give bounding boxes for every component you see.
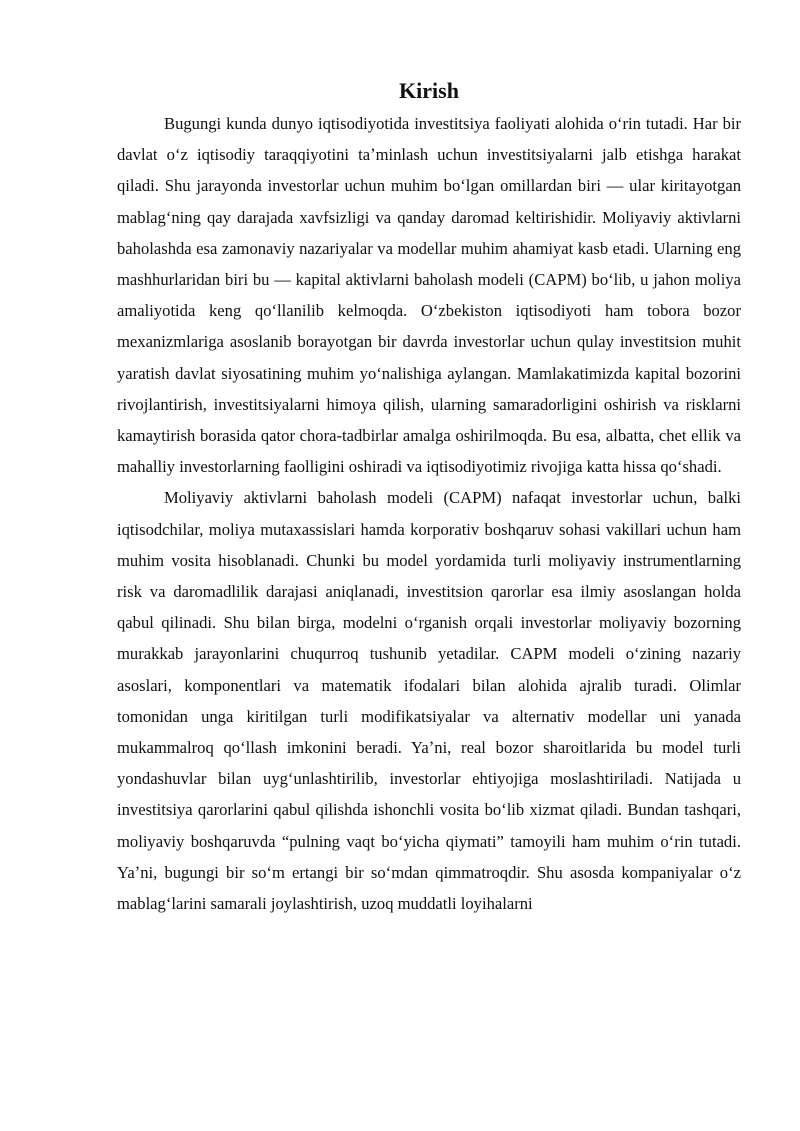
document-page [117, 76, 741, 919]
page-title: Kirish [399, 78, 459, 103]
paragraph-capm: Moliyaviy aktivlarni baholash modeli (CAPM) nafaqat investorlar uchun, balki iqtisodchilar, moliya mutaxassislari hamda korporativ boshqaruv sohasi vakillari uchun ham muhim vosita hisoblanadi. Chunki bu model yordamida turli moliyaviy instrumentlarning risk va daromadlilik darajasi aniqlanadi, investitsion qarorlar esa ilmiy asoslangan holda qabul qilinadi. Shu bilan birga, modelni oʻrganish orqali investorlar moliyaviy bozorning murakkab jarayonlarini chuqurroq tushunib yetadilar. CAPM modeli oʻzining nazariy asoslari, komponentlari va matematik ifodalari bilan alohida ajralib turadi. Olimlar tomonidan unga kiritilgan turli modifikatsiyalar va alternativ modellar uni yanada mukammalroq qoʻllash imkonini beradi. Yaʼni, real bozor sharoitlarida bu model turli yondashuvlar bilan uygʻunlashtirilib, investorlar ehtiyojiga moslashtiriladi. Natijada u investitsiya qarorlarini qabul qilishda ishonchli vosita boʻlib xizmat qiladi. Bundan tashqari, moliyaviy boshqaruvda “pulning vaqt boʻyicha qiymati” tamoyili ham muhim oʻrin tutadi. Yaʼni, bugungi bir soʻm ertangi bir soʻmdan qimmatroqdir. Shu asosda kompaniyalar oʻz mablagʻlarini samarali joylashtirish, uzoq muddatli loyihalarni [117, 488, 741, 914]
paragraph-intro: Bugungi kunda dunyo iqtisodiyotida investitsiya faoliyati alohida oʻrin tutadi. Har bir davlat oʻz iqtisodiy taraqqiyotini taʼminlash uchun investitsiyalarni jalb etishga harakat qiladi. Shu jarayonda investorlar uchun muhim boʻlgan omillardan biri — ular kiritayotgan mablagʻning qay darajada xavfsizligi va qanday daromad keltirishidir. Moliyaviy aktivlarni baholashda esa zamonaviy nazariyalar va modellar muhim ahamiyat kasb etadi. Ularning eng mashhurlaridan biri bu — kapital aktivlarni baholash modeli (CAPM) boʻlib, u jahon moliya amaliyotida keng qoʻllanilib kelmoqda. Oʻzbekiston iqtisodiyoti ham tobora bozor mexanizmlariga asoslanib borayotgan bir davrda investorlar uchun qulay investitsion muhit yaratish davlat siyosatining muhim yoʻnalishiga aylangan. Mamlakatimizda kapital bozorini rivojlantirish, investitsiyalarni himoya qilish, ularning samaradorligini oshirish va risklarni kamaytirish borasida qator chora-tadbirlar amalga oshirilmoqda. Bu esa, albatta, chet ellik va mahalliy investorlarning faolligini oshiradi va iqtisodiyotimiz rivojiga katta hissa qoʻshadi. [117, 114, 741, 477]
